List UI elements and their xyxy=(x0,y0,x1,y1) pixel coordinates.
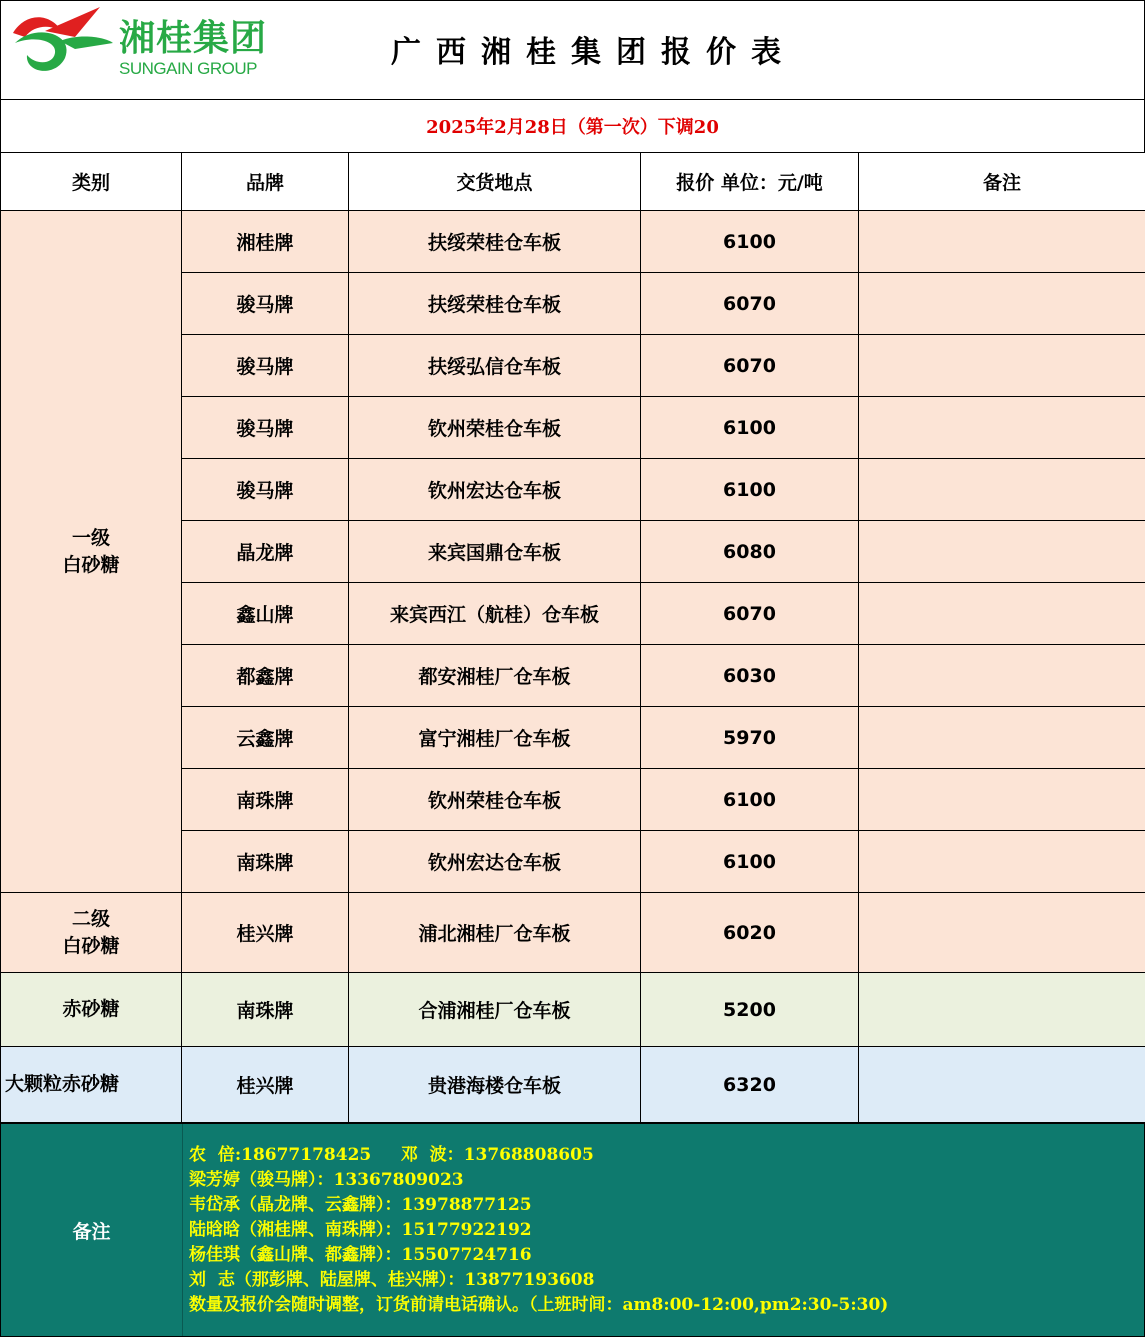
notes-line: 刘 志（那彭牌、陆屋牌、桂兴牌）：13877193608 xyxy=(189,1270,595,1290)
brand-cell: 骏马牌 xyxy=(182,273,349,335)
category-cell-large-brown: 大颗粒赤砂糖 xyxy=(1,1047,182,1123)
location-cell: 扶绥荣桂仓车板 xyxy=(349,273,641,335)
remark-cell xyxy=(859,583,1145,645)
sheet-header xyxy=(0,0,1145,100)
location-cell: 都安湘桂厂仓车板 xyxy=(349,645,641,707)
notes-line: 陆晗晗（湘桂牌、南珠牌）：15177922192 xyxy=(189,1220,532,1240)
remark-cell xyxy=(859,397,1145,459)
table-row xyxy=(1,1047,1145,1123)
location-cell: 贵港海楼仓车板 xyxy=(349,1047,641,1123)
date-adjustment-note: 2025年2月28日（第一次）下调20 xyxy=(0,99,1145,153)
location-cell: 扶绥弘信仓车板 xyxy=(349,335,641,397)
location-cell: 钦州宏达仓车板 xyxy=(349,459,641,521)
category-cell-grade1 xyxy=(1,211,182,893)
column-header-price: 报价 单位：元/吨 xyxy=(641,153,859,211)
brand-cell: 鑫山牌 xyxy=(182,583,349,645)
location-cell: 浦北湘桂厂仓车板 xyxy=(349,893,641,973)
location-cell: 钦州宏达仓车板 xyxy=(349,831,641,893)
table-row xyxy=(1,973,1145,1047)
location-cell: 钦州荣桂仓车板 xyxy=(349,397,641,459)
brand-cell: 都鑫牌 xyxy=(182,645,349,707)
table-header-row xyxy=(1,153,1145,211)
category-cell-grade2 xyxy=(1,893,182,973)
location-cell: 钦州荣桂仓车板 xyxy=(349,769,641,831)
notes-line: 韦岱承（晶龙牌、云鑫牌）：13978877125 xyxy=(189,1195,532,1215)
remark-cell xyxy=(859,1047,1145,1123)
remark-cell xyxy=(859,973,1145,1047)
notes-label: 备注 xyxy=(1,1124,183,1336)
notes-line: 杨佳琪（鑫山牌、都鑫牌）：15507724716 xyxy=(189,1245,532,1265)
price-cell: 6100 xyxy=(641,769,859,831)
location-cell: 来宾国鼎仓车板 xyxy=(349,521,641,583)
price-table xyxy=(0,152,1145,1123)
table-row xyxy=(1,893,1145,973)
brand-cell: 骏马牌 xyxy=(182,459,349,521)
column-header-location: 交货地点 xyxy=(349,153,641,211)
price-cell: 6080 xyxy=(641,521,859,583)
remark-cell xyxy=(859,335,1145,397)
price-cell: 6100 xyxy=(641,397,859,459)
remark-cell xyxy=(859,273,1145,335)
contact-notes xyxy=(0,1123,1145,1337)
logo-text-en: SUNGAIN GROUP xyxy=(119,59,258,78)
notes-line: 梁芳婷（骏马牌）：13367809023 xyxy=(189,1170,464,1190)
brand-cell: 南珠牌 xyxy=(182,973,349,1047)
remark-cell xyxy=(859,893,1145,973)
brand-cell: 云鑫牌 xyxy=(182,707,349,769)
price-cell: 6100 xyxy=(641,831,859,893)
column-header-category: 类别 xyxy=(1,153,182,211)
price-cell: 6100 xyxy=(641,211,859,273)
category-label: 一级 白砂糖 xyxy=(62,526,120,576)
category-cell-brown: 赤砂糖 xyxy=(1,973,182,1047)
remark-cell xyxy=(859,459,1145,521)
brand-cell: 湘桂牌 xyxy=(182,211,349,273)
location-cell: 富宁湘桂厂仓车板 xyxy=(349,707,641,769)
brand-cell: 晶龙牌 xyxy=(182,521,349,583)
notes-body xyxy=(183,1124,888,1336)
company-logo xyxy=(5,3,295,83)
category-label: 二级 白砂糖 xyxy=(62,907,120,957)
location-cell: 合浦湘桂厂仓车板 xyxy=(349,973,641,1047)
logo-mark-icon xyxy=(5,3,125,83)
remark-cell xyxy=(859,645,1145,707)
column-header-remark: 备注 xyxy=(859,153,1145,211)
notes-line: 数量及报价会随时调整，订货前请电话确认。（上班时间：am8:00-12:00,pm2:30-5:30) xyxy=(189,1295,889,1315)
brand-cell: 南珠牌 xyxy=(182,769,349,831)
brand-cell: 骏马牌 xyxy=(182,397,349,459)
brand-cell: 桂兴牌 xyxy=(182,893,349,973)
brand-cell: 南珠牌 xyxy=(182,831,349,893)
price-cell: 6320 xyxy=(641,1047,859,1123)
remark-cell xyxy=(859,211,1145,273)
logo-text-cn: 湘桂集团 xyxy=(119,18,268,59)
brand-cell: 桂兴牌 xyxy=(182,1047,349,1123)
page-title: 广西湘桂集团报价表 xyxy=(391,35,796,70)
price-cell: 6070 xyxy=(641,583,859,645)
notes-line: 农 倍:18677178425 邓 波：13768808605 xyxy=(189,1145,594,1165)
remark-cell xyxy=(859,521,1145,583)
price-cell: 6070 xyxy=(641,273,859,335)
brand-cell: 骏马牌 xyxy=(182,335,349,397)
price-cell: 5970 xyxy=(641,707,859,769)
price-cell: 6020 xyxy=(641,893,859,973)
column-header-brand: 品牌 xyxy=(182,153,349,211)
location-cell: 来宾西江（航桂）仓车板 xyxy=(349,583,641,645)
price-cell: 6070 xyxy=(641,335,859,397)
price-cell: 6030 xyxy=(641,645,859,707)
remark-cell xyxy=(859,831,1145,893)
table-row xyxy=(1,211,1145,273)
remark-cell xyxy=(859,769,1145,831)
location-cell: 扶绥荣桂仓车板 xyxy=(349,211,641,273)
price-cell: 5200 xyxy=(641,973,859,1047)
remark-cell xyxy=(859,707,1145,769)
price-cell: 6100 xyxy=(641,459,859,521)
